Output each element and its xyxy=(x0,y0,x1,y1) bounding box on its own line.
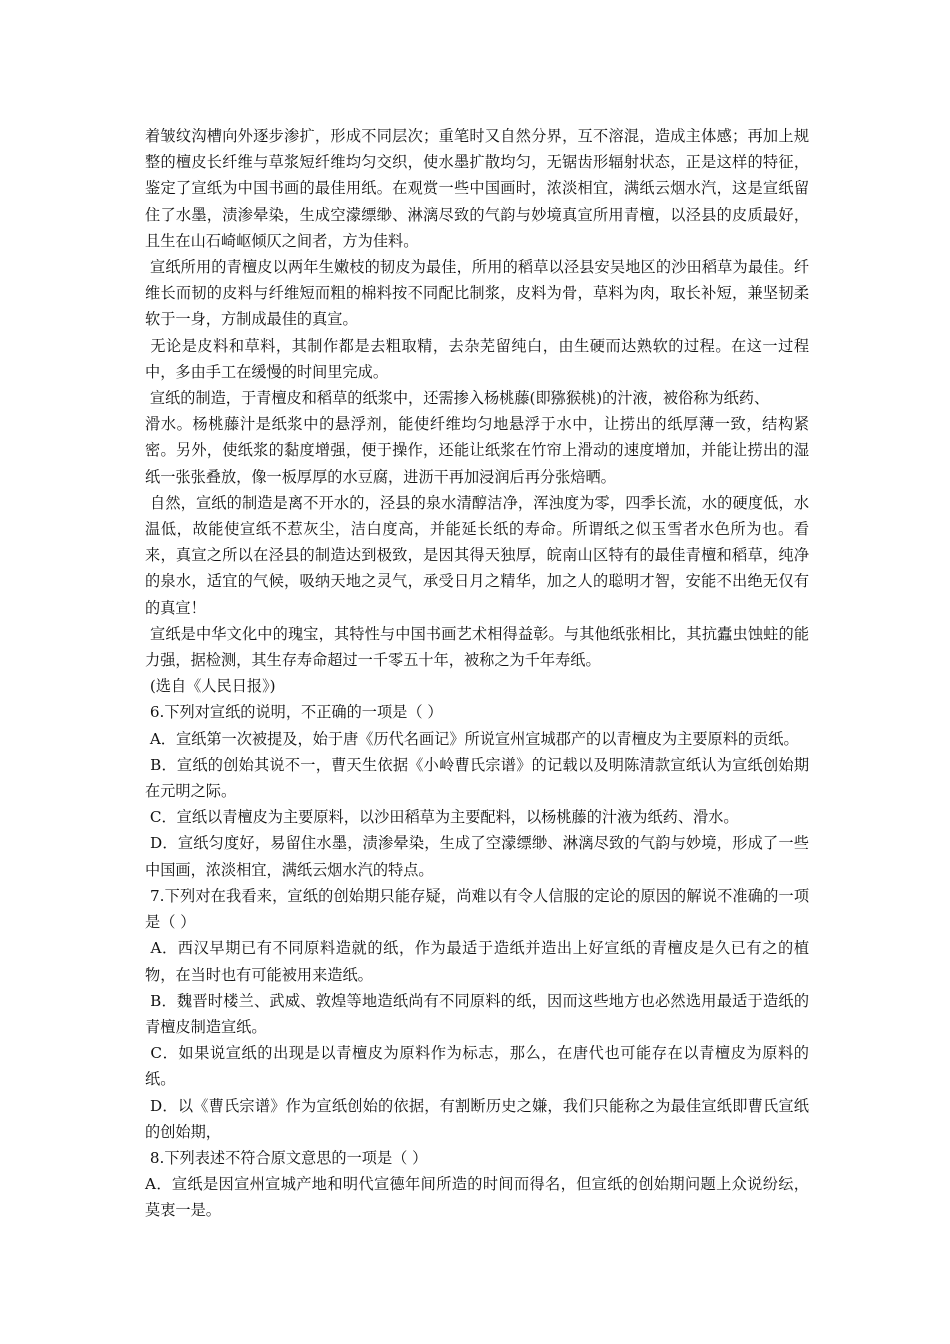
question-8-option-a: A．宣纸是因宣州宣城产地和明代宣德年间所造的时间而得名，但宣纸的创始期问题上众说纷纭，莫衷一是。 xyxy=(145,1175,809,1220)
paragraph-raw-materials: 宣纸所用的青檀皮以两年生嫩枝的韧皮为最佳，所用的稻草以泾县安吴地区的沙田稻草为最佳。纤维长而韧的皮料与纤维短而粗的棉料按不同配比制浆，皮料为骨，草料为肉，取长补短，兼坚韧柔软于一身，方制成最佳的真宣。 xyxy=(145,258,810,329)
source-note: (选自《人民日报》) xyxy=(145,677,276,696)
paragraph-paper-agent: 宣纸的制造，于青檀皮和稻草的纸浆中，还需掺入杨桃藤(即猕猴桃)的汁液，被俗称为纸药、 xyxy=(145,389,770,408)
question-6-option-c: C．宣纸以青檀皮为主要原料，以沙田稻草为主要配料，以杨桃藤的汁液为纸药、滑水。 xyxy=(145,808,739,827)
question-7-option-a: A．西汉早期已有不同原料造就的纸，作为最适于造纸并造出上好宣纸的青檀皮是久已有之的植物，在当时也有可能被用来造纸。 xyxy=(145,939,810,984)
paragraph-cultural-treasure: 宣纸是中华文化中的瑰宝，其特性与中国书画艺术相得益彰。与其他纸张相比，其抗蠹虫蚀蛀的能力强，据检测，其生存寿命超过一千零五十年，被称之为千年寿纸。 xyxy=(145,624,810,670)
question-7-option-d: D．以《曹氏宗谱》作为宣纸创始的依据，有割断历史之嫌，我们只能称之为最佳宣纸即曹氏宣纸的创始期， xyxy=(145,1096,809,1141)
question-7-option-b: B．魏晋时楼兰、武威、敦煌等地造纸尚有不同原料的纸，因而这些地方也必然选用最适于造纸的青檀皮制造宣纸。 xyxy=(145,991,810,1036)
document-body xyxy=(145,123,809,1224)
paragraph-processing: 无论是皮料和草料，其制作都是去粗取精，去杂芜留纯白，由生硬而达熟软的过程。在这一过程中，多由手工在缓慢的时间里完成。 xyxy=(145,336,810,381)
question-6-option-a: A．宣纸第一次被提及，始于唐《历代名画记》所说宣州宣城郡产的以青檀皮为主要原料的贡纸。 xyxy=(145,729,799,748)
question-6-option-d: D．宣纸匀度好，易留住水墨，渍渗晕染，生成了空濛缥缈、淋漓尽致的气韵与妙境，形成了一些中国画，浓淡相宜，满纸云烟水汽的特点。 xyxy=(145,834,809,879)
question-6-stem: 6.下列对宣纸的说明，不正确的一项是（ ） xyxy=(145,703,443,722)
paragraph-kiwi-vine-juice: 滑水。杨桃藤汁是纸浆中的悬浮剂，能使纤维均匀地悬浮于水中，让捞出的纸厚薄一致，结构紧密。另外，使纸浆的黏度增强，便于操作，还能让纸浆在竹帘上滑动的速度增加，并能让捞出的湿纸一张张叠放，像一板厚厚的水豆腐，进沥干再加浸润后再分张焙晒。 xyxy=(145,415,809,486)
question-6-option-b: B．宣纸的创始其说不一，曹天生依据《小岭曹氏宗谱》的记载以及明陈清款宣纸认为宣纸创始期在元明之际。 xyxy=(145,755,810,801)
question-8-stem: 8.下列表述不符合原文意思的一项是（ ） xyxy=(145,1148,428,1167)
question-7-option-c: C．如果说宣纸的出现是以青檀皮为原料作为标志，那么，在唐代也可能存在以青檀皮为原料的纸。 xyxy=(145,1044,809,1089)
question-7-stem: 7.下列对在我看来，宣纸的创始期只能存疑，尚难以有令人信服的定论的原因的解说不准确的一项是（ ） xyxy=(145,886,810,932)
paragraph-water-quality: 自然，宣纸的制造是离不开水的，泾县的泉水清醇洁净，浑浊度为零，四季长流，水的硬度低，水温低，故能使宣纸不惹灰尘，洁白度高，并能延长纸的寿命。所谓纸之似玉雪者水色所为也。看来，真宣之所以在泾县的制造达到极致，是因其得天独厚，皖南山区特有的最佳青檀和稻草，纯净的泉水，适宜的气候，吸纳天地之灵气，承受日月之精华，加之人的聪明才智，安能不出绝无仅有的真宣！ xyxy=(145,493,810,617)
paragraph-xuan-ink-effect: 着皱纹沟槽向外逐步渗扩，形成不同层次；重笔时又自然分界，互不溶混，造成主体感；再加上规整的檀皮长纤维与草浆短纤维均匀交织，使水墨扩散均匀，无锯齿形辐射状态，正是这样的特征，鉴定了宣纸为中国书画的最佳用纸。在观赏一些中国画时，浓淡相宜，满纸云烟水汽，这是宣纸留住了水墨，渍渗晕染，生成空濛缥缈、淋漓尽致的气韵与妙境真宣所用青檀，以泾县的皮质最好，且生在山石崎岖倾仄之间者，方为佳料。 xyxy=(145,127,809,250)
